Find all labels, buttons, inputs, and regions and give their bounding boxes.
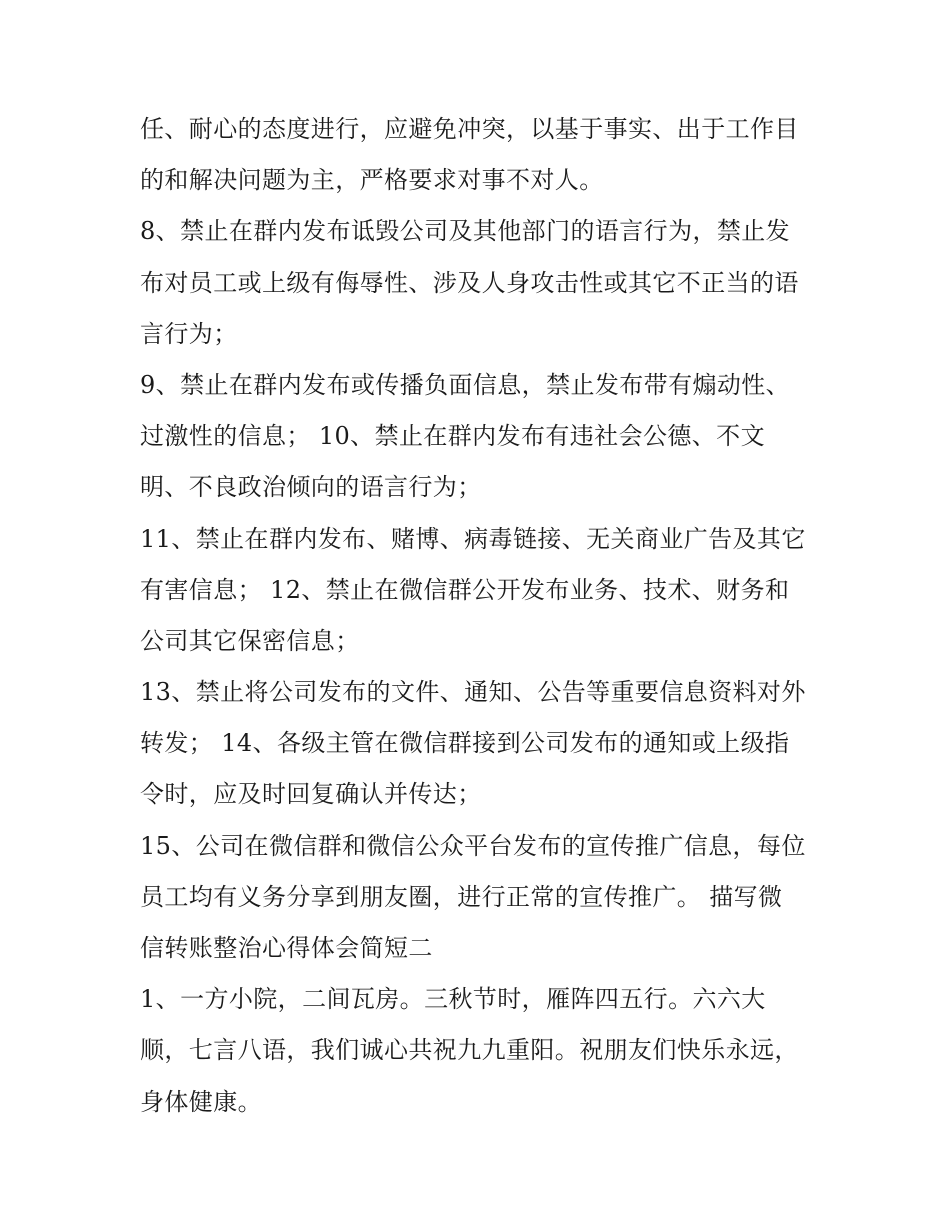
text-line: 过激性的信息； 10、禁止在群内发布有违社会公德、不文 bbox=[140, 422, 765, 451]
body-text bbox=[140, 104, 820, 1128]
section-heading-line: 信转账整治心得体会简短二 bbox=[140, 934, 433, 962]
text-line: 的和解决问题为主，严格要求对事不对人。 bbox=[140, 166, 604, 195]
text-line: 布对员工或上级有侮辱性、涉及人身攻击性或其它不正当的语 bbox=[140, 268, 799, 297]
text-line: 13、禁止将公司发布的文件、通知、公告等重要信息资料对外 bbox=[140, 678, 806, 707]
text-line: 有害信息； 12、禁止在微信群公开发布业务、技术、财务和 bbox=[140, 575, 790, 604]
text-line: 令时，应及时回复确认并传达； bbox=[140, 780, 482, 809]
text-line: 11、禁止在群内发布、赌博、病毒链接、无关商业广告及其它 bbox=[140, 524, 806, 553]
text-line: 言行为； bbox=[140, 319, 238, 348]
text-line: 15、公司在微信群和微信公众平台发布的宣传推广信息，每位 bbox=[140, 831, 806, 860]
text-line: 明、不良政治倾向的语言行为； bbox=[140, 473, 482, 502]
text-line: 转发； 14、各级主管在微信群接到公司发布的通知或上级指 bbox=[140, 729, 790, 758]
text-line: 顺，七言八语，我们诚心共祝九九重阳。祝朋友们快乐永远， bbox=[140, 1036, 799, 1065]
text-line: 公司其它保密信息； bbox=[140, 626, 360, 655]
text-line: 1、一方小院，二间瓦房。三秋节时，雁阵四五行。六六大 bbox=[140, 985, 766, 1014]
text-line: 9、禁止在群内发布或传播负面信息，禁止发布带有煽动性、 bbox=[140, 370, 791, 399]
text-line: 8、禁止在群内发布诋毁公司及其他部门的语言行为，禁止发 bbox=[140, 217, 791, 246]
text-line: 任、耐心的态度进行，应避免冲突，以基于事实、出于工作目 bbox=[140, 115, 799, 143]
text-line: 员工均有义务分享到朋友圈，进行正常的宣传推广。 描写微 bbox=[140, 882, 783, 911]
text-line: 身体健康。 bbox=[140, 1087, 262, 1116]
